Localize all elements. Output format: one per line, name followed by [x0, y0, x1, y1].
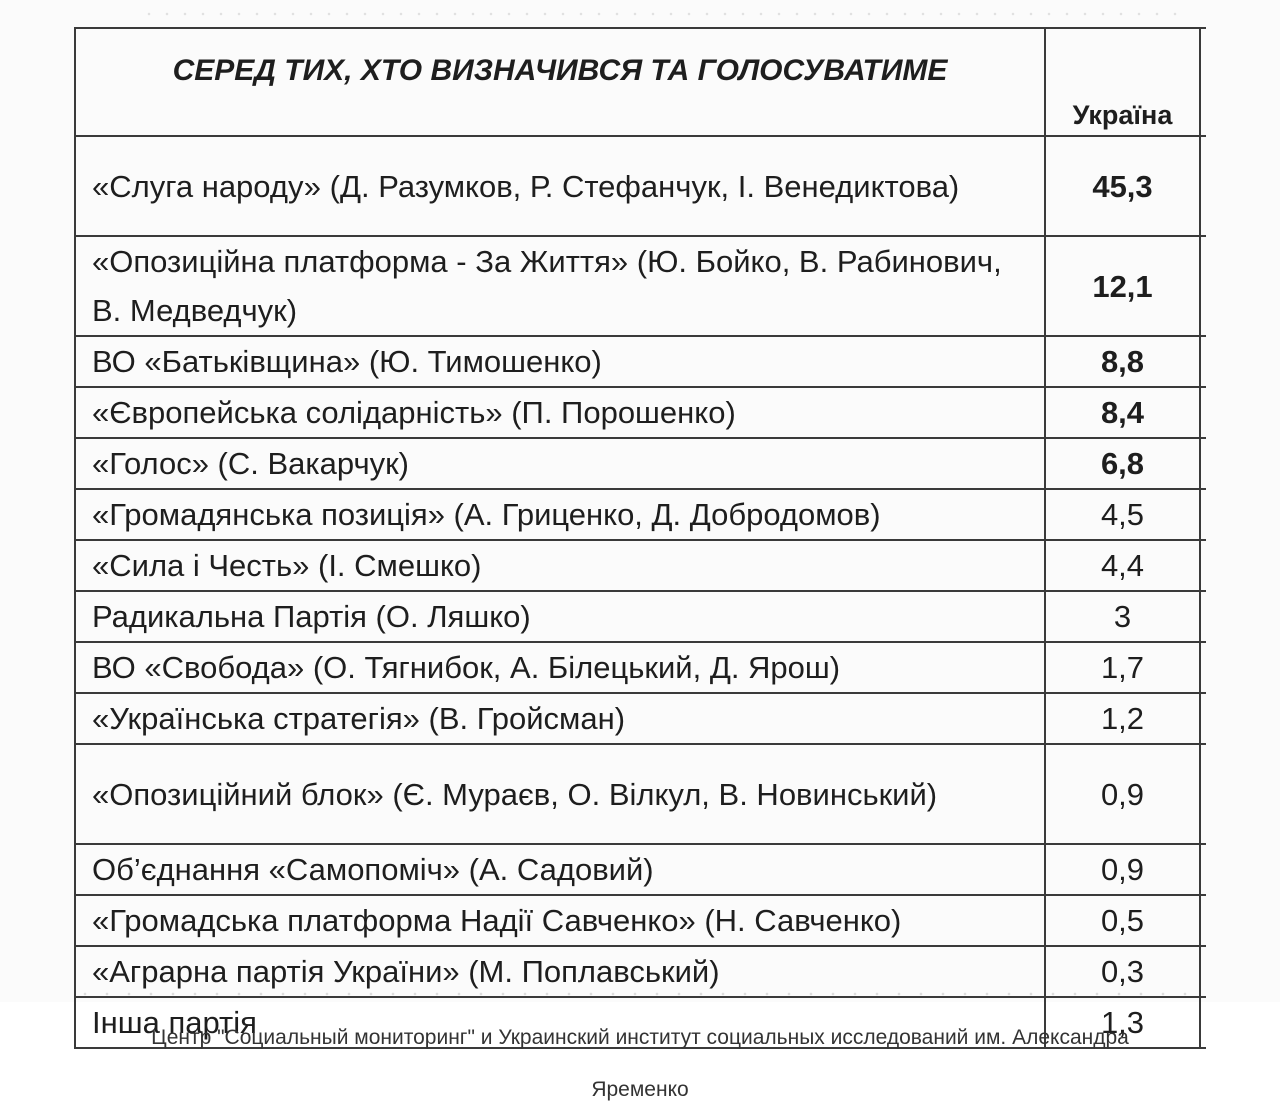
- party-value: 8,8: [1045, 336, 1200, 387]
- table-row: [75, 540, 1206, 591]
- party-value: 45,3: [1045, 136, 1200, 236]
- party-value: 1,2: [1045, 693, 1200, 744]
- image-caption: [0, 1012, 1280, 1116]
- party-name: Радикальна Партія (О. Ляшко): [75, 591, 1045, 642]
- table-row: [75, 642, 1206, 693]
- party-value: 1,3: [1045, 997, 1200, 1048]
- party-value: 6,8: [1045, 438, 1200, 489]
- party-value: 0,9: [1045, 744, 1200, 844]
- party-value: 0,3: [1045, 946, 1200, 997]
- table-row: [75, 236, 1206, 336]
- party-name: ВО «Батьківщина» (Ю. Тимошенко): [75, 336, 1045, 387]
- caption-line: Центр "Социальный мониторинг" и Украинский институт социальных исследований им. Александра: [151, 1026, 1129, 1049]
- table-row: [75, 895, 1206, 946]
- party-name: «Громадянська позиція» (А. Гриценко, Д. Добродомов): [75, 489, 1045, 540]
- party-name: «Слуга народу» (Д. Разумков, Р. Стефанчук, І. Венедиктова): [75, 136, 1045, 236]
- column-header-ukraine: Україна: [1045, 28, 1200, 136]
- table-row: [75, 744, 1206, 844]
- party-value: 4,5: [1045, 489, 1200, 540]
- party-name: «Європейська солідарність» (П. Порошенко): [75, 387, 1045, 438]
- party-name: «Громадська платформа Надії Савченко» (Н. Савченко): [75, 895, 1045, 946]
- table-row: [75, 336, 1206, 387]
- party-name: «Голос» (С. Вакарчук): [75, 438, 1045, 489]
- party-name: ВО «Свобода» (О. Тягнибок, А. Білецький, Д. Ярош): [75, 642, 1045, 693]
- party-value: 4,4: [1045, 540, 1200, 591]
- scan-artifact: [74, 991, 1204, 997]
- table-row: [75, 136, 1206, 236]
- party-name: «Українська стратегія» (В. Гройсман): [75, 693, 1045, 744]
- party-name: «Опозиційний блок» (Є. Мураєв, О. Вілкул, В. Новинський): [75, 744, 1045, 844]
- party-value: 12,1: [1045, 236, 1200, 336]
- party-value: 0,5: [1045, 895, 1200, 946]
- table-row: [75, 844, 1206, 895]
- scan-artifact: [140, 10, 1180, 18]
- table-row: [75, 438, 1206, 489]
- table-row: [75, 693, 1206, 744]
- party-name: «Сила і Честь» (І. Смешко): [75, 540, 1045, 591]
- party-name: Об’єднання «Самопоміч» (А. Садовий): [75, 844, 1045, 895]
- poll-results-table: [74, 27, 1206, 1049]
- cut-off-column: [1200, 28, 1206, 136]
- party-name: «Аграрна партія України» (М. Поплавський): [75, 946, 1045, 997]
- table-header-row: [75, 28, 1206, 136]
- table-title: СЕРЕД ТИХ, ХТО ВИЗНАЧИВСЯ ТА ГОЛОСУВАТИМЕ: [75, 28, 1045, 136]
- table-row: [75, 946, 1206, 997]
- table-row: [75, 387, 1206, 438]
- caption-line: Яременко: [591, 1078, 689, 1101]
- party-value: 0,9: [1045, 844, 1200, 895]
- party-value: 1,7: [1045, 642, 1200, 693]
- table-row: [75, 489, 1206, 540]
- table-row: [75, 591, 1206, 642]
- party-value: 8,4: [1045, 387, 1200, 438]
- party-value: 3: [1045, 591, 1200, 642]
- party-name: «Опозиційна платформа - За Життя» (Ю. Бойко, В. Рабинович, В. Медведчук): [75, 236, 1045, 336]
- party-name: Інша партія: [75, 997, 1045, 1048]
